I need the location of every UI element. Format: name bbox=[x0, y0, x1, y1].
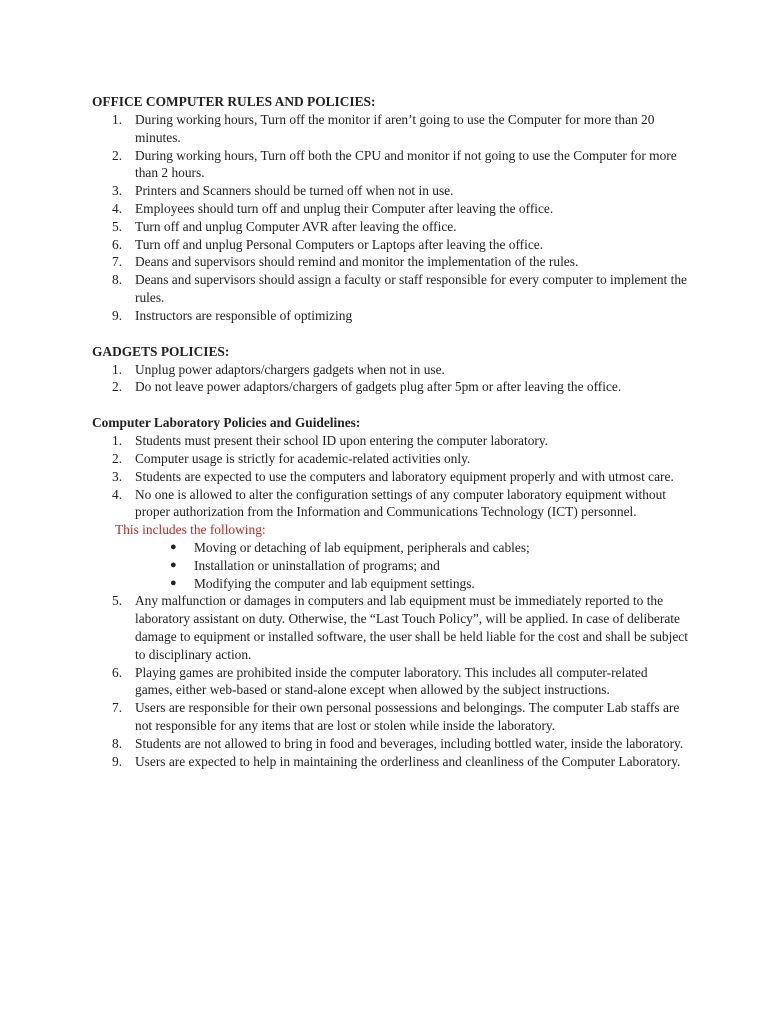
list-item bbox=[92, 361, 688, 379]
list-item bbox=[92, 378, 688, 396]
gadgets-policies-heading: GADGETS POLICIES: bbox=[92, 343, 230, 359]
item-text: Do not leave power adaptors/chargers of gadgets plug after 5pm or after leaving the office. bbox=[135, 379, 622, 395]
sub-bullet-list bbox=[92, 539, 688, 592]
list-item bbox=[92, 253, 688, 271]
item-text: Students are expected to use the computers and laboratory equipment properly and with utmost care. bbox=[135, 468, 674, 484]
list-item bbox=[92, 111, 688, 147]
item-number: 1. bbox=[112, 361, 123, 377]
item-text: Users are responsible for their own personal possessions and belongings. The computer Lab staffs are not responsible for any items that are lost or stolen while inside the laboratory. bbox=[135, 700, 680, 733]
bullet-item bbox=[92, 575, 688, 593]
bullet-icon: ● bbox=[170, 558, 177, 571]
item-text: Turn off and unplug Computer AVR after leaving the office. bbox=[135, 218, 457, 234]
item-text: Playing games are prohibited inside the computer laboratory. This includes all computer-related games, either web-based or stand-alone except when allowed by the subject instructions. bbox=[135, 664, 648, 698]
item-text: Users are expected to help in maintaining the orderliness and cleanliness of the Computer Laboratory. bbox=[135, 753, 681, 769]
list-item bbox=[92, 200, 688, 218]
list-item bbox=[92, 147, 688, 183]
item-number: 2. bbox=[112, 450, 123, 466]
section-spacer bbox=[92, 396, 688, 414]
office-rules-list bbox=[92, 111, 688, 325]
item-number: 6. bbox=[112, 664, 123, 680]
item-text: Instructors are responsible of optimizing bbox=[135, 307, 353, 323]
list-item bbox=[92, 486, 688, 522]
item-number: 2. bbox=[112, 147, 123, 163]
item-number: 4. bbox=[112, 486, 123, 502]
list-item bbox=[92, 450, 688, 468]
item-number: 7. bbox=[112, 254, 123, 270]
bullet-text: Modifying the computer and lab equipment settings. bbox=[194, 575, 475, 591]
item-text: Printers and Scanners should be turned off when not in use. bbox=[135, 183, 454, 199]
item-number: 9. bbox=[112, 753, 123, 769]
item-number: 8. bbox=[112, 272, 123, 288]
lab-guidelines-heading: Computer Laboratory Policies and Guidelines: bbox=[92, 415, 361, 431]
sub-list-intro: This includes the following: bbox=[115, 522, 266, 538]
office-rules-heading: OFFICE COMPUTER RULES AND POLICIES: bbox=[92, 94, 376, 109]
list-item bbox=[92, 218, 688, 236]
item-number: 3. bbox=[112, 468, 123, 484]
item-text: Deans and supervisors should remind and monitor the implementation of the rules. bbox=[135, 254, 579, 270]
bullet-item bbox=[92, 539, 688, 557]
item-text: Turn off and unplug Personal Computers or Laptops after leaving the office. bbox=[135, 236, 544, 252]
gadgets-policies-list bbox=[92, 361, 688, 397]
item-number: 3. bbox=[112, 183, 123, 199]
list-item bbox=[92, 271, 688, 307]
item-number: 8. bbox=[112, 735, 123, 751]
item-text: Unplug power adaptors/chargers gadgets when not in use. bbox=[135, 361, 445, 377]
item-text: Employees should turn off and unplug their Computer after leaving the office. bbox=[135, 200, 554, 216]
bullet-text: Moving or detaching of lab equipment, peripherals and cables; bbox=[194, 539, 530, 555]
list-item bbox=[92, 432, 688, 450]
list-item bbox=[92, 664, 688, 700]
list-item bbox=[92, 236, 688, 254]
item-number: 9. bbox=[112, 307, 123, 323]
item-text: Deans and supervisors should assign a faculty or staff responsible for every computer to implement the rules. bbox=[135, 272, 687, 305]
list-item bbox=[92, 592, 688, 663]
item-number: 2. bbox=[112, 379, 123, 395]
item-number: 7. bbox=[112, 700, 123, 716]
bullet-icon: ● bbox=[170, 576, 177, 589]
list-item bbox=[92, 468, 688, 486]
item-text: During working hours, Turn off the monitor if aren’t going to use the Computer for more than 20 minutes. bbox=[135, 112, 655, 145]
item-text: During working hours, Turn off both the CPU and monitor if not going to use the Computer for more than 2 hours. bbox=[135, 147, 677, 181]
item-text: Computer usage is strictly for academic-related activities only. bbox=[135, 450, 471, 466]
lab-guidelines-list bbox=[92, 432, 688, 521]
section-spacer bbox=[92, 325, 688, 343]
bullet-icon: ● bbox=[170, 540, 177, 553]
item-text: Students are not allowed to bring in food and beverages, including bottled water, inside the laboratory. bbox=[135, 735, 684, 751]
list-item bbox=[92, 753, 688, 771]
bullet-item bbox=[92, 557, 688, 575]
list-item bbox=[92, 735, 688, 753]
list-item bbox=[92, 307, 688, 325]
lab-guidelines-list-continued bbox=[92, 592, 688, 770]
item-number: 5. bbox=[112, 593, 123, 609]
item-number: 5. bbox=[112, 218, 123, 234]
item-number: 4. bbox=[112, 200, 123, 216]
item-number: 6. bbox=[112, 236, 123, 252]
item-text: No one is allowed to alter the configuration settings of any computer laboratory equipment without proper authorization from the Information and Communications Technology (ICT) personnel. bbox=[135, 486, 667, 520]
bullet-text: Installation or uninstallation of programs; and bbox=[194, 557, 440, 573]
item-text: Any malfunction or damages in computers and lab equipment must be immediately reported to the laboratory assistant on duty. Otherwise, the “Last Touch Policy”, will be applied. In case of deliberate damage to equipment or installed software, the user shall be held liable for the cost and shall be subject to disciplinary action. bbox=[135, 593, 688, 662]
item-number: 1. bbox=[112, 112, 123, 127]
item-number: 1. bbox=[112, 433, 123, 449]
list-item bbox=[92, 182, 688, 200]
list-item bbox=[92, 699, 688, 735]
item-text: Students must present their school ID upon entering the computer laboratory. bbox=[135, 433, 549, 449]
